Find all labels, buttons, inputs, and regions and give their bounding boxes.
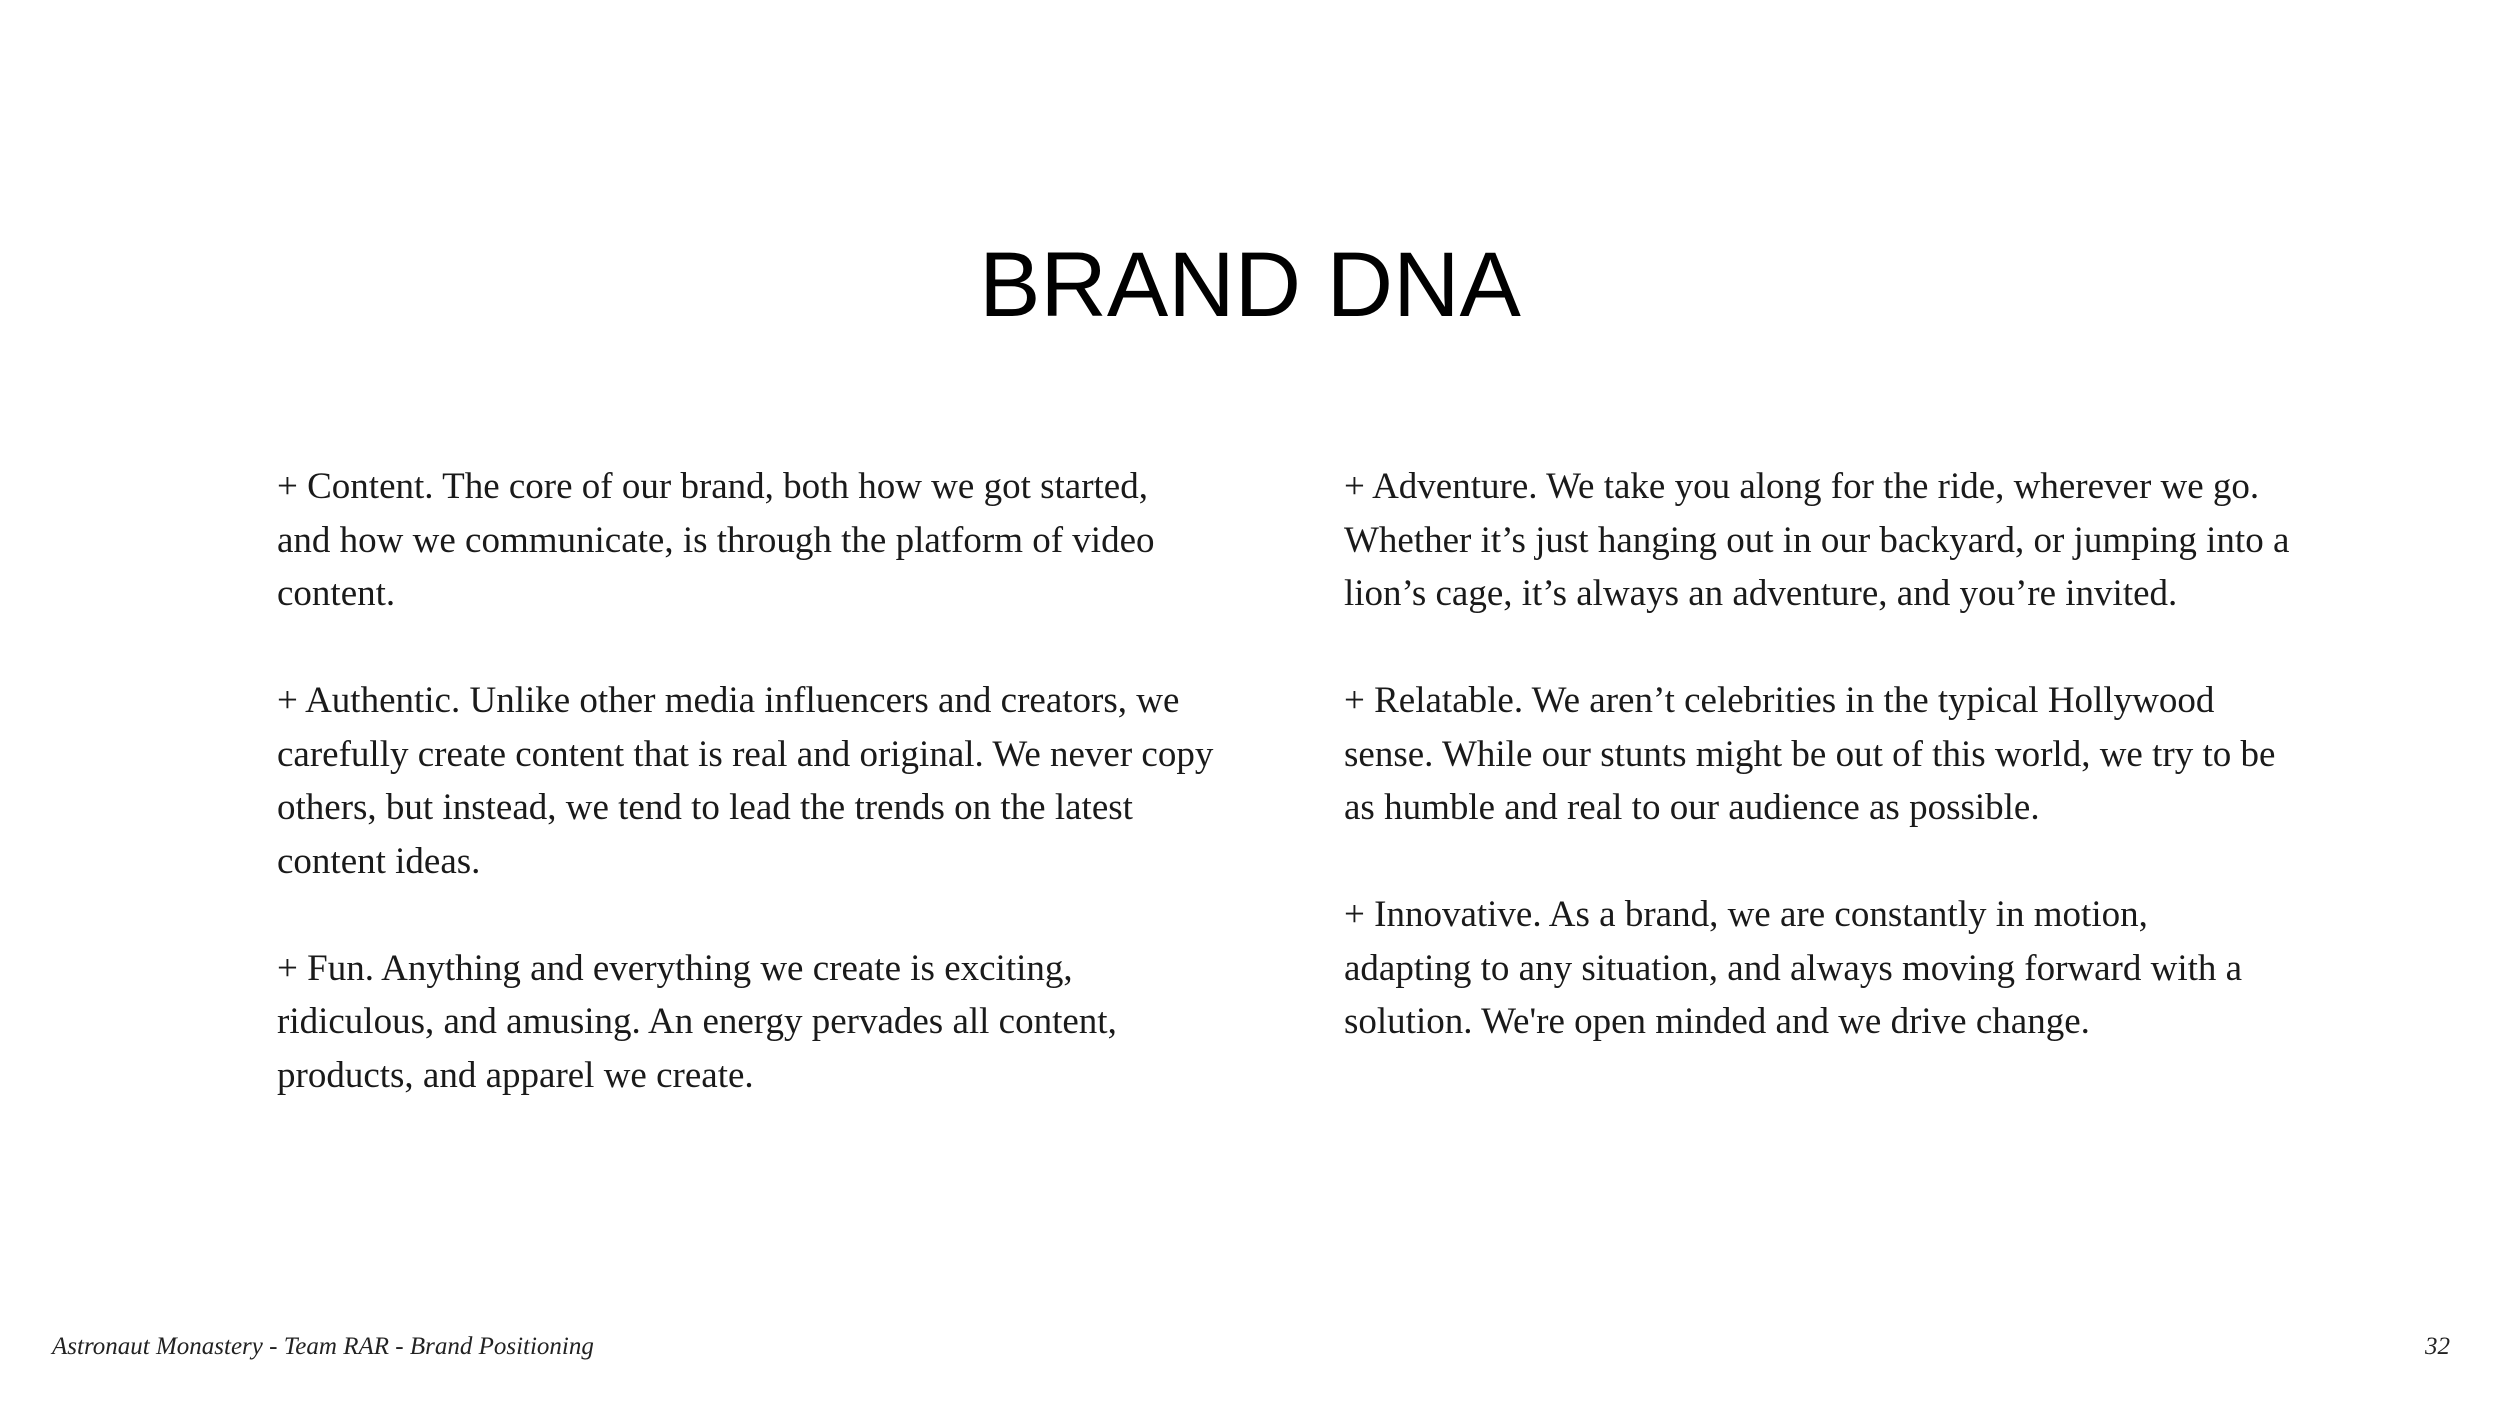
paragraph-relatable: + Relatable. We aren’t celebrities in the typical Hollywood sense. While our stunts might be out of this world, we try to be as humble and real to our audience as possible. [1344,680,2276,828]
footer-caption: Astronaut Monastery - Team RAR - Brand Positioning [52,1333,594,1360]
paragraph-adventure: + Adventure. We take you along for the ride, wherever we go. Whether it’s just hanging out in our backyard, or jumping into a lion’s cage, it’s always an adventure, and you’re invited. [1344,466,2290,614]
paragraph-innovative: + Innovative. As a brand, we are constantly in motion, adapting to any situation, and always moving forward with a solution. We're open minded and we drive change. [1344,894,2243,1042]
paragraph-fun: + Fun. Anything and everything we create is exciting, ridiculous, and amusing. An energy pervades all content, products, and apparel we create. [277,947,1117,1096]
left-column [277,460,1252,1156]
paragraph-authentic: + Authentic. Unlike other media influencers and creators, we carefully create content that is real and original. We never copy others, but instead, we tend to lead the trends on the latest content ideas. [277,680,1214,882]
paragraph-content: + Content. The core of our brand, both how we got started, and how we communicate, is through the platform of video content. [277,466,1155,614]
page-number: 32 [2425,1333,2450,1360]
right-column [1344,460,2344,1102]
slide-title: BRAND DNA [979,234,1521,336]
